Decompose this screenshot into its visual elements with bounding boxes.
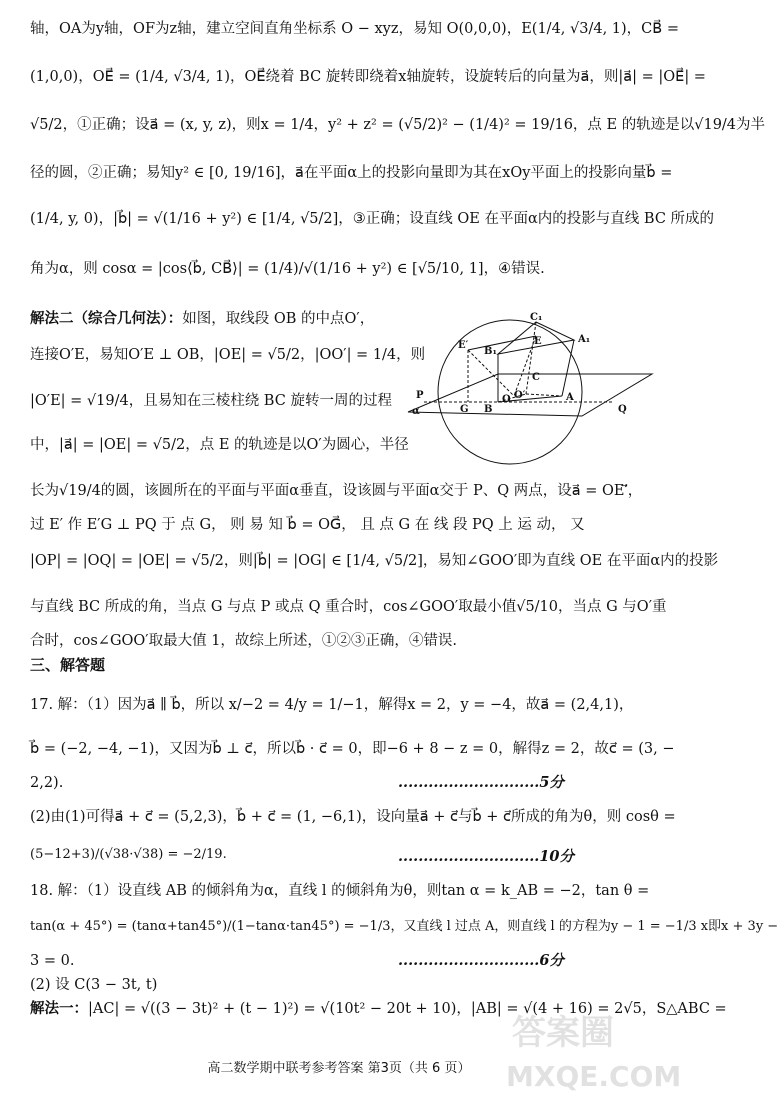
method2-line-3: |O′E| = √19/4，且易知在三棱柱绕 BC 旋转一周的过程 xyxy=(30,393,392,409)
solution-line-6: 角为α，则 cosα = |cos⟨b⃗, CB⃗⟩| = (1/4)/√(1/16 + y²) ∈ [√5/10, 1]，④错误. xyxy=(30,261,545,277)
q17-score-2: ............................10分 xyxy=(398,848,575,865)
label-alpha: α xyxy=(412,406,420,417)
label-g: G xyxy=(460,404,469,415)
label-e: E xyxy=(534,336,542,347)
label-c: C xyxy=(532,372,540,383)
method2-heading: 解法二（综合几何法）： xyxy=(30,311,183,327)
label-o-prime: O′ xyxy=(514,390,526,401)
q18-line-1: 18. 解：（1）设直线 AB 的倾斜角为α，直线 l 的倾斜角为θ，则tan α = k_AB = −2，tan θ = xyxy=(30,883,650,899)
label-e-prime: E′ xyxy=(458,340,469,351)
q18-line-3: 3 = 0. xyxy=(30,953,75,969)
method1-heading: 解法一： xyxy=(30,1001,88,1017)
method2-line-1 xyxy=(30,308,396,330)
q17-line-5: (5−12+3)/(√38·√38) = −2/19. xyxy=(30,847,227,862)
solution-line-4: 径的圆，②正确；易知y² ∈ [0, 19/16]，a⃗在平面α上的投影向量即为其在xOy平面上的投影向量b⃗ = xyxy=(30,165,673,181)
q18-line-2: tan(α + 45°) = (tanα+tan45°)/(1−tanα·tan45°) = −1/3，又直线 l 过点 A，则直线 l 的方程为y − 1 = −1/3 x即x + 3y − xyxy=(30,919,778,934)
watermark-line-2: MXQE.COM xyxy=(506,1060,682,1093)
q17-line-3: 2,2). xyxy=(30,775,64,791)
method2-line-6: 过 E′ 作 E′G ⊥ PQ 于 点 G， 则 易 知 b⃗ = OG⃗， 且 点 G 在 线 段 PQ 上 运 动， 又 xyxy=(30,517,585,533)
method2-line-9: 合时，cos∠GOO′取最大值 1，故综上所述，①②③正确，④错误. xyxy=(30,633,458,649)
solution-line-1: 轴，OA为y轴，OF为z轴，建立空间直角坐标系 O − xyz，易知 O(0,0,0)，E(1/4, √3/4, 1)，CB⃗ = xyxy=(30,21,679,37)
method2-line-4: 中，|a⃗| = |OE| = √5/2，点 E 的轨迹是以O′为圆心，半径 xyxy=(30,437,409,453)
q18-line-4: (2) 设 C(3 − 3t, t) xyxy=(30,977,158,993)
label-a1: A₁ xyxy=(578,334,591,345)
method2-line-7: |OP| = |OQ| = |OE| = √5/2，则|b⃗| = |OG| ∈ [1/4, √5/2]，易知∠GOO′即为直线 OE 在平面α内的投影 xyxy=(30,553,719,569)
page-footer: 高二数学期中联考参考答案 第3页（共 6 页） xyxy=(207,1061,471,1076)
q17-score-1: ............................5分 xyxy=(398,774,564,791)
method2-line-8: 与直线 BC 所成的角，当点 G 与点 P 或点 Q 重合时，cos∠GOO′取最小值√5/10，当点 G 与O′重 xyxy=(30,599,667,615)
method1-text: |AC| = √((3 − 3t)² + (t − 1)²) = √(10t² − 20t + 10)，|AB| = √(4 + 16) = 2√5，S△ABC = xyxy=(88,1001,727,1017)
label-b1: B₁ xyxy=(484,346,497,357)
q17-line-1: 17. 解：（1）因为a⃗ ∥ b⃗，所以 x/−2 = 4/y = 1/−1，解得x = 2，y = −4，故a⃗ = (2,4,1)， xyxy=(30,697,634,713)
method2-line-2: 连接O′E，易知O′E ⊥ OB，|OE| = √5/2，|OO′| = 1/4，则 xyxy=(30,347,426,363)
q17-line-2: b⃗ = (−2, −4, −1)，又因为b⃗ ⊥ c⃗，所以b⃗ · c⃗ = 0，即−6 + 8 − z = 0，解得z = 2，故c⃗ = (3, − xyxy=(30,741,675,757)
label-p: P xyxy=(416,390,424,401)
method2-text-1: 如图，取线段 OB 的中点O′， xyxy=(182,311,375,327)
watermark-logo xyxy=(492,1004,682,1094)
q17-line-4: (2)由(1)可得a⃗ + c⃗ = (5,2,3)，b⃗ + c⃗ = (1, −6,1)，设向量a⃗ + c⃗与b⃗ + c⃗所成的角为θ，则 cosθ = xyxy=(30,809,676,825)
watermark-line-1: 答案圈 xyxy=(512,1013,614,1053)
label-c1: C₁ xyxy=(530,312,543,323)
label-b: B xyxy=(484,404,493,415)
solution-line-2: (1,0,0)，OE⃗ = (1/4, √3/4, 1)，OE⃗绕着 BC 旋转即绕着x轴旋转，设旋转后的向量为a⃗，则|a⃗| = |OE⃗| = xyxy=(30,69,706,85)
method2-line-5: 长为√19/4的圆，该圆所在的平面与平面α垂直，设该圆与平面α交于 P、Q 两点，设a⃗ = OE′⃗， xyxy=(30,483,643,499)
section-heading: 三、解答题 xyxy=(30,656,106,674)
label-a: A xyxy=(566,392,574,403)
label-o: O xyxy=(502,394,511,405)
label-q: Q xyxy=(618,404,627,415)
q18-score-1: ............................6分 xyxy=(398,952,564,969)
solution-line-5: (1/4, y, 0)，|b⃗| = √(1/16 + y²) ∈ [1/4, √5/2]，③正确；设直线 OE 在平面α内的投影与直线 BC 所成的 xyxy=(30,211,715,227)
prism-rotation-figure xyxy=(402,304,660,474)
solution-line-3: √5/2，①正确；设a⃗ = (x, y, z)，则x = 1/4，y² + z² = (√5/2)² − (1/4)² = 19/16，点 E 的轨迹是以√19/4为半 xyxy=(30,117,766,133)
